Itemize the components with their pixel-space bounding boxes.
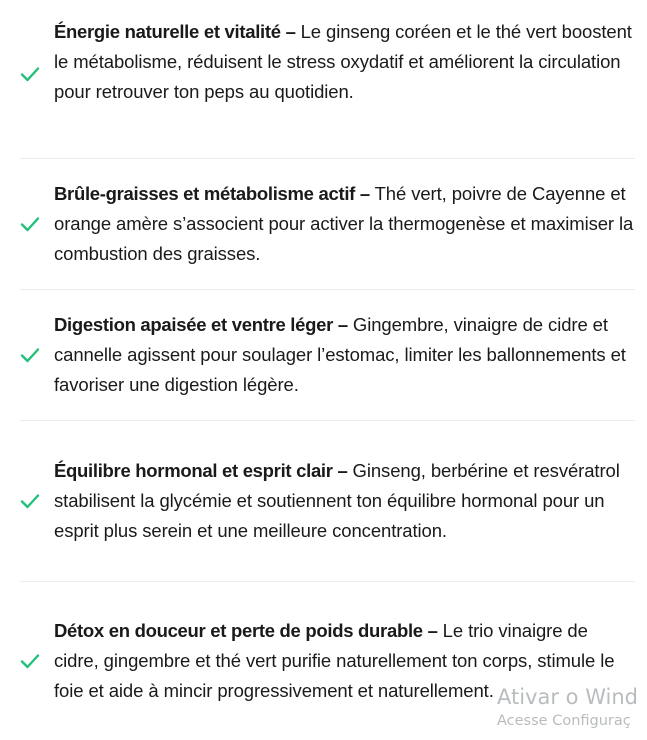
benefit-title: Digestion apaisée et ventre léger –	[54, 314, 348, 335]
benefit-description: Le ginseng coréen et le thé vert boostent le métabolisme, réduisent le stress oxydatif et améliorent la circulation pour retrouver ton peps au quotidien.	[54, 21, 632, 102]
benefit-text	[54, 310, 635, 400]
benefit-text	[54, 456, 635, 546]
benefit-text	[54, 17, 635, 107]
checkmark-icon	[20, 343, 54, 367]
benefit-item	[20, 0, 635, 159]
benefit-item	[20, 290, 635, 421]
benefit-description: Le trio vinaigre de cidre, gingembre et thé vert purifie naturellement ton corps, stimule le foie et aide à mincir progressivement et naturellement.	[54, 620, 615, 701]
benefit-description: Gingembre, vinaigre de cidre et cannelle agissent pour soulager l’estomac, limiter les ballonnements et favoriser une digestion légère.	[54, 314, 626, 395]
benefit-title: Équilibre hormonal et esprit clair –	[54, 460, 348, 481]
benefit-description: Ginseng, berbérine et resvératrol stabilisent la glycémie et soutiennent ton équilibre hormonal pour un esprit plus serein et une meilleure concentration.	[54, 460, 620, 541]
benefit-title: Détox en douceur et perte de poids durable –	[54, 620, 438, 641]
windows-activation-watermark	[497, 683, 638, 731]
benefit-description: Thé vert, poivre de Cayenne et orange amère s’associent pour activer la thermogenèse et maximiser la combustion des graisses.	[54, 183, 634, 264]
checkmark-icon	[20, 62, 54, 86]
checkmark-icon	[20, 649, 54, 673]
benefit-title: Brûle-graisses et métabolisme actif –	[54, 183, 370, 204]
benefit-item	[20, 421, 635, 582]
checkmark-icon	[20, 212, 54, 236]
benefit-title: Énergie naturelle et vitalité –	[54, 21, 296, 42]
benefit-text	[54, 179, 635, 269]
checkmark-icon	[20, 489, 54, 513]
watermark-title: Ativar o Wind	[497, 685, 638, 709]
benefit-list	[20, 0, 635, 740]
watermark-subtitle: Acesse Configuraç	[497, 713, 631, 729]
benefit-item	[20, 159, 635, 290]
